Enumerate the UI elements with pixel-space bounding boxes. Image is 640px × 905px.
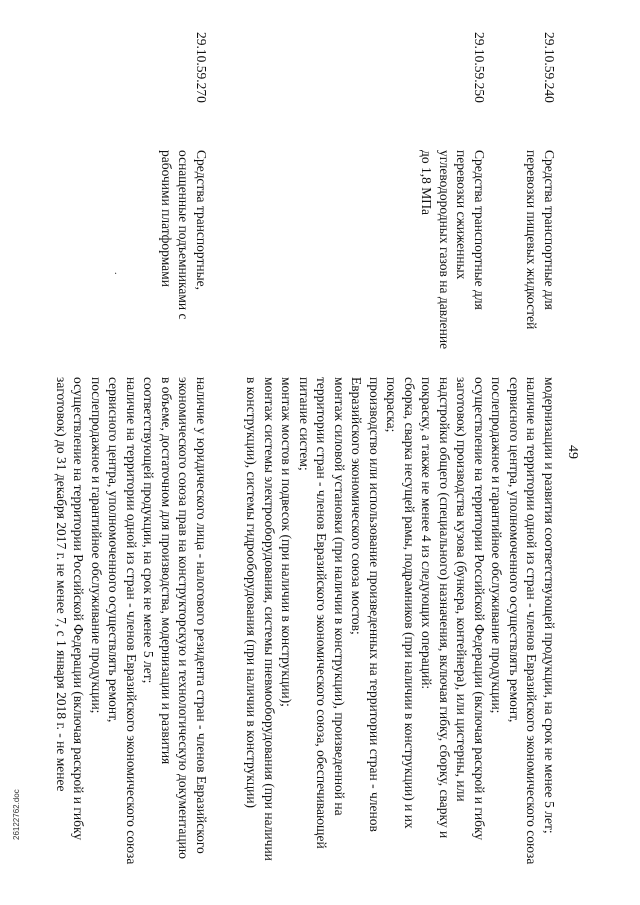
requirement-line: сборка, сварка несущей рамы, подрамников (при наличии в конструкции) и их покраска;: [384, 377, 417, 829]
requirement-line: послепродажное и гарантийное обслуживание продукции;: [489, 377, 505, 714]
row-code: 29.10.59.270: [194, 32, 209, 103]
requirement-line: наличие на территории одной из стран - членов Евразийского экономического союза сервисного центра, уполномоченного осуществлять ремонт,: [106, 377, 139, 865]
footer-code: 26122762.doc: [12, 789, 21, 840]
row-name: Средства транспортные для перевозки пищевых жидкостей: [524, 150, 557, 330]
row-code: 29.10.59.250: [472, 32, 487, 103]
stray-dot-mark: .: [112, 272, 123, 275]
requirement-line: модернизации и развития соответствующей продукции, на срок не менее 5 лет;: [542, 377, 557, 834]
row-name: Средства транспортные для перевозки сжиженных углеводородных газов на давление до 1,8 МПа: [419, 150, 487, 350]
requirement-line: осуществление на территории Российской Федерации (включая раскрой и гибку заготовок) производства кузова (бункера, контейнера), или цистерны, или надстройки общего (специального) назначения, включая гибку, сборку, сварку и покраску, а также не менее 4 из следующих операций:: [419, 377, 487, 841]
requirement-line: наличие на территории одной из стран - членов Евразийского экономического союза сервисного центра, уполномоченного осуществлять ремонт,: [507, 377, 540, 865]
requirement-line: послепродажное и гарантийное обслуживание продукции;: [89, 377, 104, 714]
requirements-block: [243, 377, 558, 867]
page-number: 49: [565, 445, 580, 459]
requirement-line: монтаж мостов и подвесок (при наличии в конструкции);: [279, 377, 295, 707]
row-name: Средства транспортные, оснащенные подъемниками с рабочими платформами: [159, 150, 209, 320]
requirement-line: монтаж силовой установки (при наличии в конструкции), произведенной на территории стран - членов Евразийского экономического союза, обеспечивающей питание систем;: [297, 377, 347, 849]
requirement-line: производство или использование произведенных на территории стран - членов Евразийского экономического союза мостов;: [349, 377, 382, 832]
requirements-block: [53, 377, 211, 867]
row-code: 29.10.59.240: [542, 32, 557, 103]
requirement-line: монтаж системы электрооборудования, системы пневмооборудования (при наличии в конструкции), системы гидрооборудования (при наличии в конструкции): [244, 377, 277, 861]
requirement-line: осуществление на территории Российской Федерации (включая раскрой и гибку заготовок) до 31 декабря 2017 г. не менее 7, с 1 января 2018 г. - не менее: [54, 377, 87, 841]
requirement-line: наличие у юридического лица - налогового резидента стран - членов Евразийского экономического союза прав на конструкторскую и технологическую документацию в объеме, достаточном для производства, модернизации и развития соответствующей продукции, на срок не менее 5 лет;: [141, 377, 209, 859]
rotated-content: [30, 32, 610, 872]
